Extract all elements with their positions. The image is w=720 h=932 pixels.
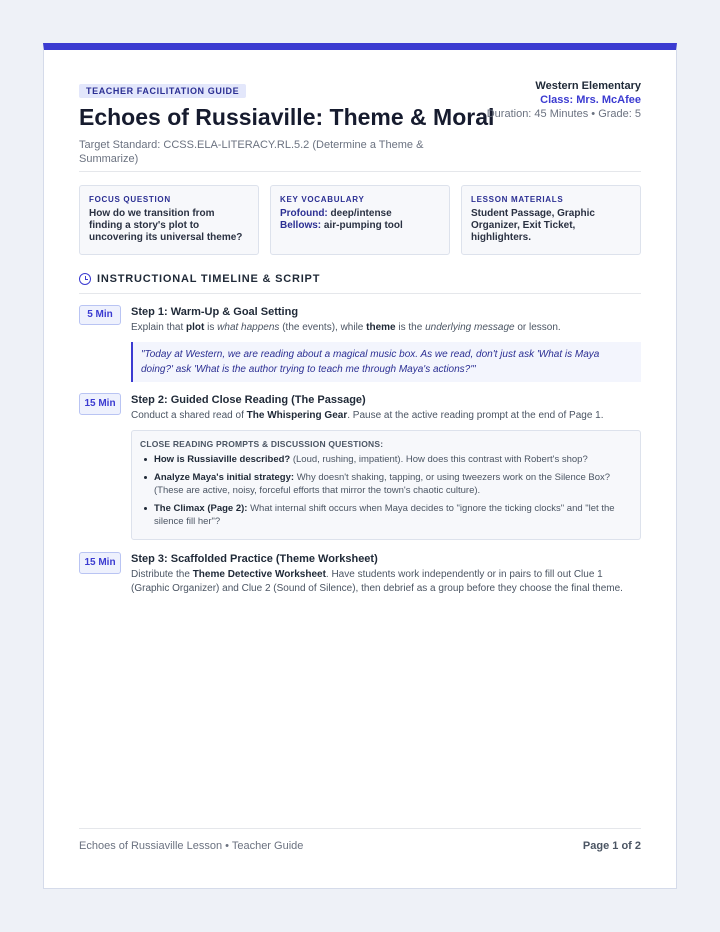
desc-worksheet-title: Theme Detective Worksheet [192,569,326,580]
step-description [131,568,641,596]
step-title: Step 2: Guided Close Reading (The Passage) [131,394,366,406]
desc-passage-title: The Whispering Gear [246,410,348,421]
target-standard: Target Standard: CCSS.ELA-LITERACY.RL.5.2 (Determine a Theme & Summarize) [79,139,424,165]
desc-term-theme: theme [366,322,396,333]
desc-emphasis: what happens [217,322,280,333]
section-divider [79,293,641,294]
list-item [140,502,632,528]
desc-emphasis: underlying message [425,322,515,333]
prompt-text: What internal shift occurs when Maya decides to "ignore the ticking clocks" and "let the silence fill her"? [154,503,615,527]
step-content [131,552,641,596]
prompts-label: CLOSE READING PROMPTS & DISCUSSION QUESTIONS: [140,439,384,449]
step-title: Step 1: Warm-Up & Goal Setting [131,306,299,318]
lesson-meta [481,79,641,121]
prompt-lead: How is Russiaville described? [154,454,291,465]
time-badge: 15 Min [79,552,121,574]
prompts-list [140,453,632,528]
section-title: INSTRUCTIONAL TIMELINE & SCRIPT [97,273,321,285]
vocab-item [280,208,440,220]
vocab-term: Profound: [280,208,328,219]
materials-card [461,185,641,255]
class-name: Class: Mrs. McAfee [540,94,641,106]
page-footer [79,828,641,852]
prompt-lead: Analyze Maya's initial strategy: [154,472,295,483]
desc-text: or lesson. [514,322,561,333]
footer-lesson-name: Echoes of Russiaville Lesson • Teacher Guide [79,840,304,852]
card-label: KEY VOCABULARY [280,195,365,204]
school-name: Western Elementary [535,80,641,92]
desc-text: Conduct a shared read of [131,410,247,421]
desc-text: is the [395,322,426,333]
vocab-term: Bellows: [280,220,322,231]
step-content [131,305,641,382]
teacher-script-quote: "Today at Western, we are reading about a magical music box. As we read, don't just ask 'What is Maya doing?' ask 'What is the author trying to teach me through Maya's actions?'" [131,342,641,382]
desc-text: Distribute the [131,569,193,580]
page-title: Echoes of Russiaville: Theme & Moral [79,104,495,130]
prompt-text: Why doesn't shaking, tapping, or using tweezers work on the Silence Box? (These are active, noisy, forceful efforts that mirror the town's chaotic culture). [154,472,611,496]
duration-grade: Duration: 45 Minutes • Grade: 5 [486,108,641,120]
lesson-page [43,43,677,889]
time-badge: 15 Min [79,393,121,415]
desc-text: . Pause at the active reading prompt at the end of Page 1. [347,410,604,421]
clock-icon [79,273,91,285]
prompt-lead: The Climax (Page 2): [154,503,248,514]
vocab-list [280,208,440,232]
list-item [140,471,632,497]
materials-text: Student Passage, Graphic Organizer, Exit Ticket, highlighters. [471,208,595,243]
vocab-definition: deep/intense [330,208,392,219]
focus-question-text: How do we transition from finding a story's plot to uncovering its universal theme? [89,208,243,243]
step-content [131,393,641,540]
vocab-definition: air-pumping tool [323,220,403,231]
card-label: LESSON MATERIALS [471,195,564,204]
timeline-heading [79,269,641,289]
info-cards [79,185,641,255]
time-badge: 5 Min [79,305,121,325]
focus-question-card [79,185,259,255]
desc-text: . Have students work independently or in pairs to fill out Clue 1 (Graphic Organizer) and Clue 2 (Sound of Silence), then debrief as a group before they choose the final theme. [131,569,623,594]
list-item [140,453,632,466]
desc-term-plot: plot [186,322,205,333]
vocabulary-card [270,185,450,255]
step-title: Step 3: Scaffolded Practice (Theme Worksheet) [131,553,378,565]
page-number: Page 1 of 2 [582,840,641,852]
header-divider [79,171,641,172]
discussion-prompts-box [131,430,641,540]
vocab-item [280,220,440,232]
step-description [131,409,641,423]
prompt-text: (Loud, rushing, impatient). How does this contrast with Robert's shop? [290,454,588,465]
desc-text: (the events), while [279,322,367,333]
step-description [131,321,641,335]
card-label: FOCUS QUESTION [89,195,171,204]
desc-text: Explain that [131,322,187,333]
guide-badge: TEACHER FACILITATION GUIDE [79,84,246,98]
desc-text: is [204,322,218,333]
